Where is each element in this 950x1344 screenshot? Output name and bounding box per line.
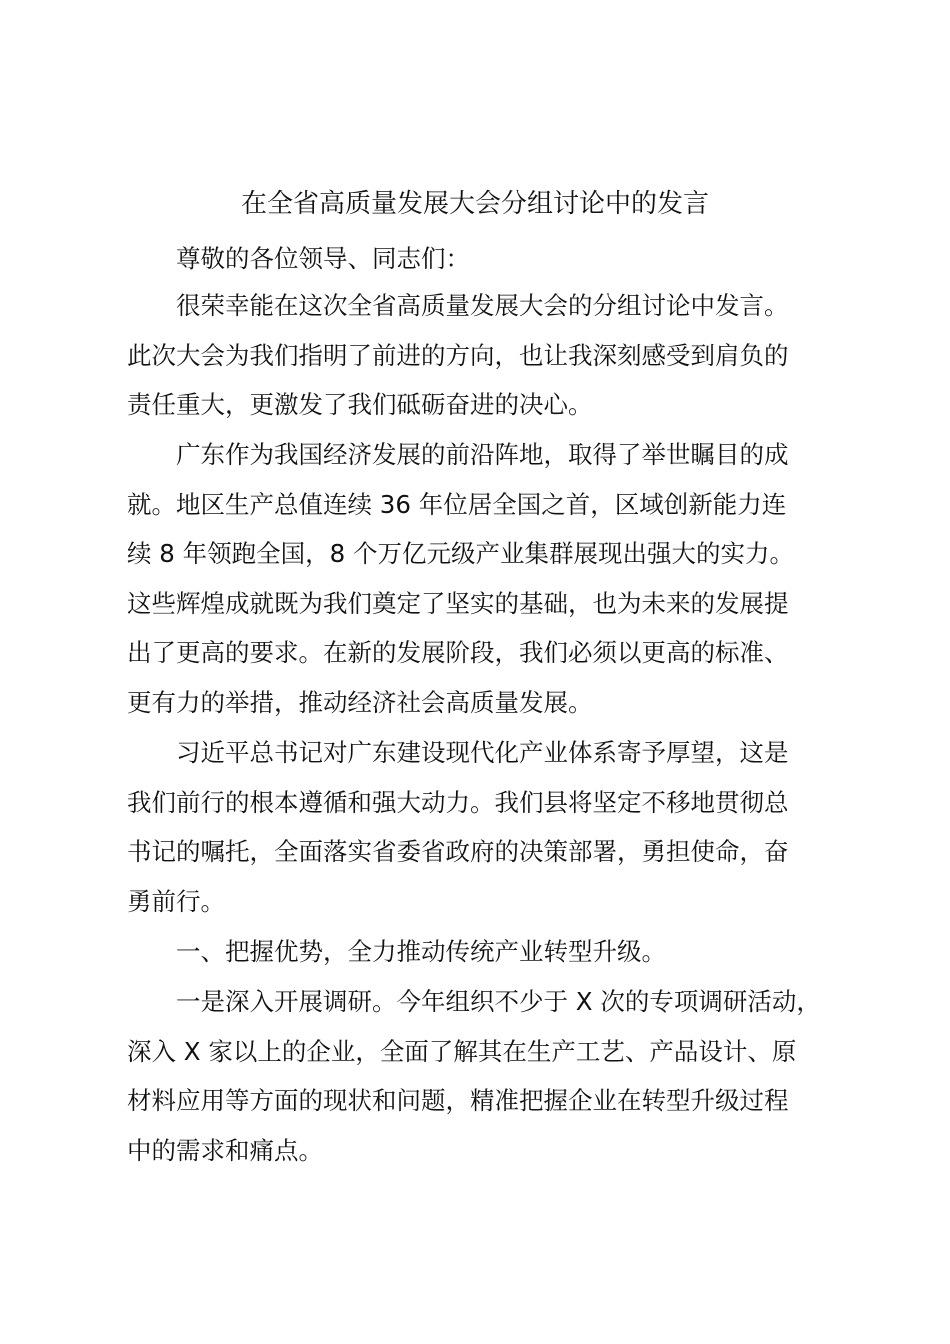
paragraph-2: [127, 430, 833, 728]
paragraph-3: [127, 728, 833, 926]
paragraph-line: 深入 X 家以上的企业，全面了解其在生产工艺、产品设计、原: [127, 1036, 797, 1066]
paragraph-line: 一是深入开展调研。今年组织不少于 X 次的专项调研活动，: [176, 987, 821, 1016]
salutation: [127, 234, 833, 284]
paragraph-line: 就。地区生产总值连续 36 年位居全国之首，区域创新能力连: [127, 489, 787, 519]
paragraph-line: 我们前行的根本遵循和强大动力。我们县将坚定不移地贯彻总: [127, 787, 789, 817]
paragraph-line: 出了更高的要求。在新的发展阶段，我们必须以更高的标准、: [127, 638, 789, 668]
paragraph-line: 续 8 年领跑全国，8 个万亿元级产业集群展现出强大的实力。: [127, 539, 795, 569]
paragraph-line: 这些辉煌成就既为我们奠定了坚实的基础，也为未来的发展提: [127, 588, 789, 618]
paragraph-line: 很荣幸能在这次全省高质量发展大会的分组讨论中发言。: [176, 291, 789, 320]
document-title: 在全省高质量发展大会分组讨论中的发言: [240, 189, 709, 219]
salutation-text: 尊敬的各位领导、同志们：: [176, 244, 470, 273]
paragraph-1: [127, 281, 833, 430]
paragraph-line: 广东作为我国经济发展的前沿阵地，取得了举世瞩目的成: [176, 440, 789, 469]
paragraph-line: 此次大会为我们指明了前进的方向，也让我深刻感受到肩负的: [127, 340, 789, 370]
paragraph-line: 习近平总书记对广东建设现代化产业体系寄予厚望，这是: [176, 738, 789, 767]
paragraph-line: 勇前行。: [127, 886, 225, 916]
section-heading: [127, 927, 833, 977]
paragraph-4: [127, 977, 833, 1175]
paragraph-line: 材料应用等方面的现状和问题，精准把握企业在转型升级过程: [127, 1086, 789, 1116]
section-heading-text: 一、把握优势，全力推动传统产业转型升级。: [176, 937, 666, 966]
paragraph-line: 中的需求和痛点。: [127, 1135, 323, 1165]
paragraph-line: 书记的嘱托，全面落实省委省政府的决策部署，勇担使命，奋: [127, 837, 789, 867]
paragraph-line: 责任重大，更激发了我们砥砺奋进的决心。: [127, 390, 593, 420]
paragraph-line: 更有力的举措，推动经济社会高质量发展。: [127, 687, 593, 717]
